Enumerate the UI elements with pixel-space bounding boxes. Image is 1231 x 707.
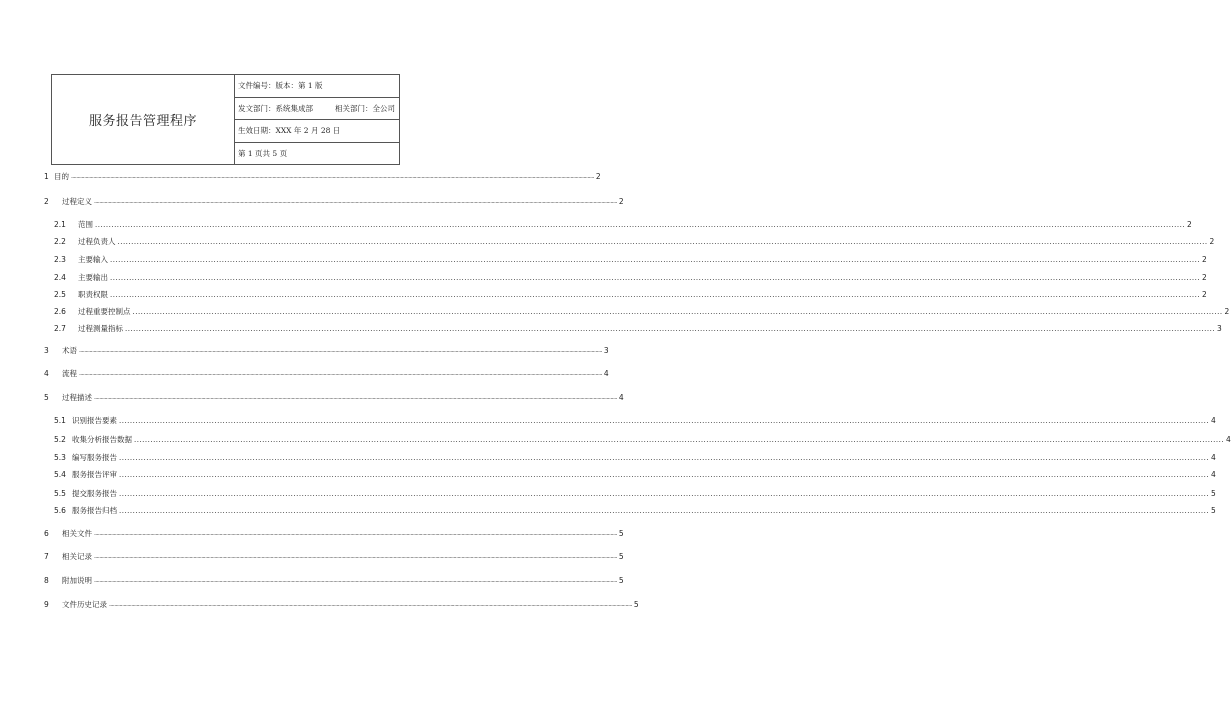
toc-entry-title: 相关记录 [62,552,92,561]
toc-entry-title: 识别报告要素 [72,416,117,425]
toc-entry-title: 编写服务报告 [72,453,117,462]
toc-leader-dots: ................................................................................................................................................................................................................................................................................................................................................................................................................ [119,454,1210,462]
page-info: 第 1 页共 5 页 [238,148,288,158]
toc-entry-number: 5.1 [54,416,66,425]
page-info-cell [235,143,399,165]
toc-entry-number: 8 [44,576,49,585]
toc-entry-page: 4 [1211,416,1216,425]
toc-entry-number: 2.1 [54,220,66,229]
toc-entry-number: 6 [44,529,49,538]
toc-entry-page: 5 [618,576,624,585]
toc-entry-title: 主要输出 [78,273,108,282]
toc-leader-dots: ................................................................................................................................................................................................................................................................................................................................................................................................................ [119,490,1210,498]
toc-entry-page: 4 [603,369,609,378]
toc-entry[interactable] [44,527,624,539]
toc-entry-title: 过程定义 [62,197,92,206]
doc-number-cell [235,75,399,98]
toc-entry[interactable] [44,195,624,207]
toc-entry[interactable] [44,367,609,379]
toc-entry-title: 相关文件 [62,529,92,538]
document-title: 服务报告管理程序 [52,75,235,164]
toc-entry[interactable] [44,598,639,610]
toc-entry[interactable] [44,344,609,356]
toc-leader-dots: ................................................................................................................................................................................................................................................................................................................................................................................................................ [119,417,1210,425]
toc-entry-number: 7 [44,552,49,561]
toc-leader-dots: ................................................................................................................................................................................................................................................................................................................................................................................................................ [95,221,1186,229]
doc-number: 文件编号：版本：第 1 版 [238,81,323,91]
toc-entry-page: 5 [618,552,624,561]
toc-entry[interactable] [44,218,1192,230]
toc-entry-number: 5 [44,393,49,402]
toc-entry-page: 2 [595,172,601,181]
toc-entry[interactable] [44,451,1216,463]
toc-entry[interactable] [44,433,1231,445]
toc-entry-number: 2.2 [54,237,66,246]
toc-entry-title: 术语 [62,346,77,355]
document-info-cells [235,75,399,164]
toc-entry[interactable] [44,288,1207,300]
toc-leader-dots: ................................................................................................................................................................................................................................................................................................................................................................................................................ [134,436,1225,444]
toc-entry[interactable] [44,504,1216,516]
toc-leader-dots: ................................................................................................................................................................................................................................................................................................................................................................................................................ [94,577,617,584]
toc-entry-page: 4 [1211,453,1216,462]
toc-entry-page: 5 [1211,506,1216,515]
toc-entry-number: 9 [44,600,49,609]
toc-leader-dots: ................................................................................................................................................................................................................................................................................................................................................................................................................ [119,471,1210,479]
toc-entry[interactable] [44,487,1216,499]
toc-entry-title: 流程 [62,369,77,378]
toc-entry-page: 4 [1211,470,1216,479]
toc-leader-dots: ................................................................................................................................................................................................................................................................................................................................................................................................................ [119,507,1210,515]
toc-entry-title: 目的 [54,172,69,181]
toc-entry-title: 过程测量指标 [78,324,123,333]
related-dept: 相关部门：全公司 [335,103,395,113]
toc-entry-number: 2.7 [54,324,66,333]
toc-leader-dots: ................................................................................................................................................................................................................................................................................................................................................................................................................ [94,530,617,537]
toc-entry-page: 2 [1202,290,1207,299]
toc-leader-dots: ................................................................................................................................................................................................................................................................................................................................................................................................................ [71,173,594,180]
toc-entry-page: 5 [633,600,639,609]
toc-entry-title: 职责权限 [78,290,108,299]
toc-entry-number: 2.4 [54,273,66,282]
toc-leader-dots: ................................................................................................................................................................................................................................................................................................................................................................................................................ [132,308,1223,316]
toc-entry-page: 2 [1202,255,1207,264]
effective-date: 生效日期：XXX 年 2 月 28 日 [238,126,341,136]
toc-entry-title: 提交服务报告 [72,489,117,498]
toc-entry-number: 2.6 [54,307,66,316]
toc-entry-number: 2.3 [54,255,66,264]
toc-entry-number: 5.3 [54,453,66,462]
toc-leader-dots: ................................................................................................................................................................................................................................................................................................................................................................................................................ [110,274,1201,282]
toc-entry[interactable] [44,271,1207,283]
toc-entry[interactable] [44,170,601,182]
toc-entry[interactable] [44,414,1216,426]
toc-leader-dots: ................................................................................................................................................................................................................................................................................................................................................................................................................ [94,553,617,560]
toc-entry[interactable] [44,253,1207,265]
department-cell [235,98,399,121]
toc-entry-title: 附加说明 [62,576,92,585]
toc-entry-title: 过程重要控制点 [78,307,131,316]
toc-entry-title: 过程负责人 [78,237,116,246]
toc-leader-dots: ................................................................................................................................................................................................................................................................................................................................................................................................................ [117,238,1208,246]
toc-entry-page: 2 [1209,237,1215,246]
toc-entry-page: 2 [618,197,624,206]
toc-entry-title: 范围 [78,220,93,229]
toc-entry-title: 服务报告归档 [72,506,117,515]
toc-entry-title: 服务报告评审 [72,470,117,479]
effective-date-cell [235,120,399,143]
toc-entry-title: 过程描述 [62,393,92,402]
toc-entry-page: 4 [1226,435,1231,444]
toc-entry-number: 5.4 [54,470,66,479]
toc-entry-number: 5.5 [54,489,66,498]
toc-entry[interactable] [44,468,1216,480]
toc-leader-dots: ................................................................................................................................................................................................................................................................................................................................................................................................................ [110,256,1201,264]
toc-entry-title: 收集分析报告数据 [72,435,132,444]
toc-entry-number: 5.6 [54,506,66,515]
toc-leader-dots: ................................................................................................................................................................................................................................................................................................................................................................................................................ [79,347,602,354]
toc-leader-dots: ................................................................................................................................................................................................................................................................................................................................................................................................................ [94,394,617,401]
toc-entry-page: 4 [618,393,624,402]
toc-entry[interactable] [44,574,624,586]
toc-entry-page: 2 [1187,220,1192,229]
toc-entry-page: 3 [603,346,609,355]
toc-entry-number: 3 [44,346,49,355]
toc-entry[interactable] [44,235,1215,247]
toc-entry[interactable] [44,322,1222,334]
toc-leader-dots: ................................................................................................................................................................................................................................................................................................................................................................................................................ [125,325,1216,333]
toc-leader-dots: ................................................................................................................................................................................................................................................................................................................................................................................................................ [94,198,617,205]
toc-entry-page: 5 [1211,489,1216,498]
toc-leader-dots: ................................................................................................................................................................................................................................................................................................................................................................................................................ [110,291,1201,299]
document-header-table [51,74,400,165]
toc-entry-number: 4 [44,369,49,378]
toc-entry[interactable] [44,305,1230,317]
toc-entry-number: 2.5 [54,290,66,299]
toc-entry-page: 3 [1217,324,1222,333]
toc-entry[interactable] [44,550,624,562]
toc-entry-number: 5.2 [54,435,66,444]
toc-entry-page: 5 [618,529,624,538]
toc-entry-title: 文件历史记录 [62,600,107,609]
toc-entry-number: 1 [44,172,49,181]
toc-leader-dots: ................................................................................................................................................................................................................................................................................................................................................................................................................ [79,370,602,377]
toc-entry-page: 2 [1202,273,1207,282]
toc-entry-page: 2 [1224,307,1230,316]
toc-entry-number: 2 [44,197,49,206]
toc-leader-dots: ................................................................................................................................................................................................................................................................................................................................................................................................................ [109,601,632,608]
toc-entry[interactable] [44,391,624,403]
toc-entry-title: 主要输入 [78,255,108,264]
issuing-dept: 发文部门：系统集成部 [238,103,313,113]
